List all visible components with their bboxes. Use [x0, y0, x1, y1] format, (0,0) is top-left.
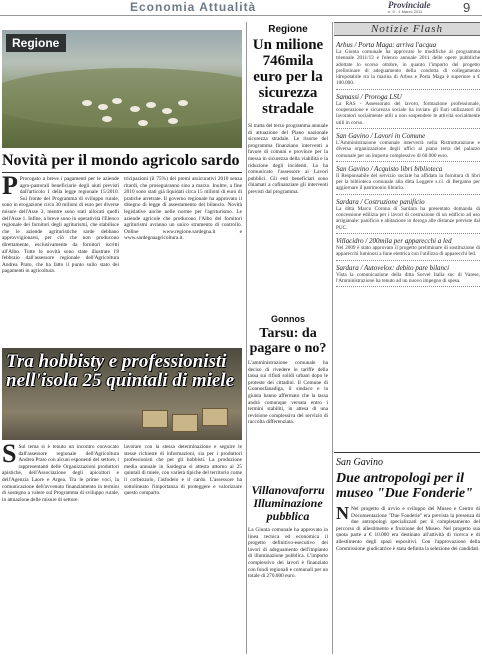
news-item	[336, 264, 480, 288]
news-item	[336, 165, 480, 195]
feature-column-2: lavorare con la stessa determinazione e seguire le stesse richieste di informazioni, sia per i produttori professionisti che per gli hobbisti. La produzione media annuale in Sardegna si attesta attorno ai 25 quintali di miele, con varietà tipiche del territorio come il corbezzolo, l'asfodelo e il cardo. L'assessore ha sottolineato l'importanza di proteggere e valorizzare questo comparto.	[124, 444, 242, 497]
news-title: San Gavino / Acquisto libri biblioteca	[336, 164, 443, 173]
article-body: La Giunta comunale ha approvato in linea tecnica ed economica il progetto definitivo-esecutivo dei lavori di adeguamento dell'impianto di illuminazione pubblica. L'importo complessivo dei lavori è finanziato con fondi regionali e comunali per un totale di 270.000 euro.	[248, 527, 328, 580]
article-kicker: Gonnos	[271, 314, 305, 324]
sheep-icon	[98, 104, 108, 110]
page-header	[0, 0, 482, 16]
news-title: San Gavino / Lavori in Comune	[336, 131, 426, 140]
article-body: L'amministrazione comunale ha deciso di rivedere le tariffe della tassa sui rifiuti solidi urbani dopo le proteste dei cittadini. Il Comune di Gonnosfanadiga, il sindaco e la giunta hanno affermato che la tassa andrà comunque versata entro i termini stabiliti, in attesa di una revisione complessiva del servizio di raccolta differenziata.	[248, 360, 328, 426]
newspaper-logo: Provinciale	[388, 0, 431, 10]
beehive-icon	[142, 410, 168, 428]
beehive-icon	[202, 408, 228, 426]
section-badge: Regione	[6, 34, 66, 52]
news-title: Villacidro / 200mila per apparecchi a led	[336, 236, 452, 245]
flash-news-list	[336, 38, 480, 287]
news-title: Samassi / Proroga LSU	[336, 92, 402, 101]
sheep-icon	[138, 120, 148, 126]
news-item	[336, 237, 480, 261]
lead-column-1: P Prorogato a breve i pagamenti per le aziende agro-pastorali beneficiarie degli aiuti previsti dall'articolo 1 della legge regionale 15/2010. Sul fronte del Programma di sviluppo rurale, sono in erogazione circa 30 milioni di euro per diverse misure dell'Asse 2, mentre sono stati allocati quelli dell'Asse 1. Infine, a breve sono in operatività l'Elenco regionale dei fornitori degli agriturismi, che stabilisce che le aziende agrituristiche sarde debbano approvvigionarsi, per ciò che non producono direttamente, esclusivamente da fornitori iscritti all'Albo. Tutte le novità sono state illustrate l'8 febbraio dall'assessore regionale dell'Agricoltura Andrea Prato, che ha fatto il punto sullo stato dei pagamenti in agricoltura.	[2, 176, 119, 275]
issue-date: n. 5 - 1 Marzo 2011	[388, 9, 423, 14]
feature-headline: Tra hobbisty e professionisti nell'isola 25 quintali di miele	[6, 351, 235, 391]
lead-headline: Novità per il mondo agricolo sardo	[2, 152, 240, 169]
column-divider	[332, 22, 333, 654]
sheep-icon	[130, 106, 140, 112]
sheep-icon	[82, 100, 92, 106]
divider	[334, 452, 480, 453]
article-headline: Un milione 746mila euro per la sicurezza stradale	[252, 37, 324, 117]
article-headline: Tarsu: da pagare o no?	[249, 326, 327, 356]
sheep-icon	[178, 100, 188, 106]
article-kicker: Regione	[268, 24, 308, 35]
article-headline: Villanovaforru Illuminazione pubblica	[251, 483, 325, 523]
tarsu-article	[248, 314, 328, 480]
news-text: Vista la comunicazione della ditta Sorvel Italia snc di Varese, l'Amministrazione ha tenuto ad un nuovo impegno di spesa.	[336, 272, 480, 288]
sheep-icon	[162, 108, 172, 114]
sheep-icon	[102, 116, 112, 122]
sheep-icon	[168, 118, 178, 124]
news-text: La RAS - Assessorato del lavoro, formazione professionale, cooperazione e sicurezza sociale ha inviato gli Enti utilizzatori di lavoratori socialmente utili a non sospendere le attività socialmente utili in corso.	[336, 101, 480, 129]
news-title: Arbus / Porta Maga: arriva l'acqua	[336, 41, 437, 49]
museum-article-body: N Nel progetto di avvio e sviluppo del Museo e Centro di Documentazione "Due Fonderie" era prevista la presenza di due antropologi specializzati per il completamento del percorso di allestimento e fruizione del Museo. Nel progetto sua quota parte a € 10.000 era destinato all'attività di ricerca e di allestimento degli spazi espositivi. Con l'approvazione della Commissione giudicatrice è stata definita la selezione dei candidati.	[336, 506, 480, 552]
sheep-icon	[112, 98, 122, 104]
news-item	[336, 132, 480, 162]
museum-headline: Due antropologi per il museo "Due Fonderie"	[336, 471, 473, 501]
news-text: La Giunta comunale ha approvato le modifiche al programma triennale 2011/13 e l'elenco annuale 2011 delle opere pubbliche adottate lo scorso ottobre, in quanto l'importo del progetto preliminare di adeguamento della condotta di collegamento idropotabile tra la marina di Arbus e Porta Maga è superiore a € 100.000.	[336, 49, 480, 90]
lighting-article	[248, 484, 328, 647]
news-item	[336, 93, 480, 129]
news-title: Sardara / Costruzione panificio	[336, 197, 425, 206]
article-kicker: San Gavino	[336, 457, 383, 468]
news-text: Nel 2009 è stato approvato il progetto preliminare di sostituzione di apparecchi luminosi a fune elettrica con l'utilizzo di apparecchi led.	[336, 245, 480, 261]
lead-column-2: tricipazioni (il 75%) dei premi assicurativi 2010 senza ritardi, che proseguiranno sino a marzo. Inoltre, a fine 2010 sono stati già liquidati circa 15 milioni di euro di pratiche arretrate. Il governo regionale ha approvato il disegno di legge di assestamento del bilancio. Novità legislative anche nelle norme per l'agriturismo. Le aziende agricole che producono l'Albo dei fornitori agriturismi avranno un unico strumento di controllo. Online www.regione.sardegna.it e www.sardegnaagricoltura.it.	[124, 176, 242, 242]
news-text: L'Amministrazione comunale interverrà nella Ristrutturazione e diversa organizzazione degli uffici al piano terra del palazzo comunale per un importo complessivo di 60.000 euro.	[336, 140, 480, 162]
section-title: Economia Attualità	[130, 0, 257, 14]
news-item	[336, 198, 480, 234]
news-item	[336, 41, 480, 90]
beekeepers-photo	[2, 348, 242, 440]
flash-news-header: Notizie Flash	[334, 22, 480, 36]
divider	[2, 172, 242, 173]
news-text: Il Responsabile del servizio sociale ha affidato la fornitura di libri per la biblioteca comunale alla ditta Leggere s.r.l. di Bergamo per aggiornare il patrimonio librario.	[336, 173, 480, 195]
page-number: 9	[463, 0, 471, 15]
beehive-icon	[172, 414, 198, 432]
news-text: La ditta Marco Corona di Sardara ha presentato domanda di concessione edilizia per i lavori di costruzione di un edificio ad uso artigianale: panificio e abitazione in deroga alle distanze previste dal PUC.	[336, 206, 480, 234]
road-safety-article	[248, 24, 328, 293]
article-body: Si tratta del terzo programma annuale di attuazione del Piano nazionale sicurezza stradale. Le risorse del programma finanziano interventi a favore di comuni e province per la messa in sicurezza della viabilità e la riduzione degli incidenti. Lo ha comunicato l'assessore ai Lavori pubblici. Gli enti beneficiari sono chiamati a cofinanziare gli interventi previsti dal programma.	[248, 123, 328, 195]
news-title: Sardara / Autovelox: debito pare bilanci	[336, 263, 450, 272]
column-divider	[246, 22, 247, 654]
sheep-icon	[146, 102, 156, 108]
feature-column-1: S Sul tema si è tenuto un incontro convocato dall'assessore regionale dell'Agricoltura Andrea Prato con alcuni esponenti del settore, i rappresentanti delle Organizzazioni produttori apistiche, dell'Associazione degli apicoltori e dell'Agenzia Laore e Argea. Tra le prime voci, la comunicazione dell'avvenuto finanziamento in termini di sostegno a valere sul Programma di sviluppo rurale, in attuazione delle misure di settore.	[2, 444, 119, 503]
